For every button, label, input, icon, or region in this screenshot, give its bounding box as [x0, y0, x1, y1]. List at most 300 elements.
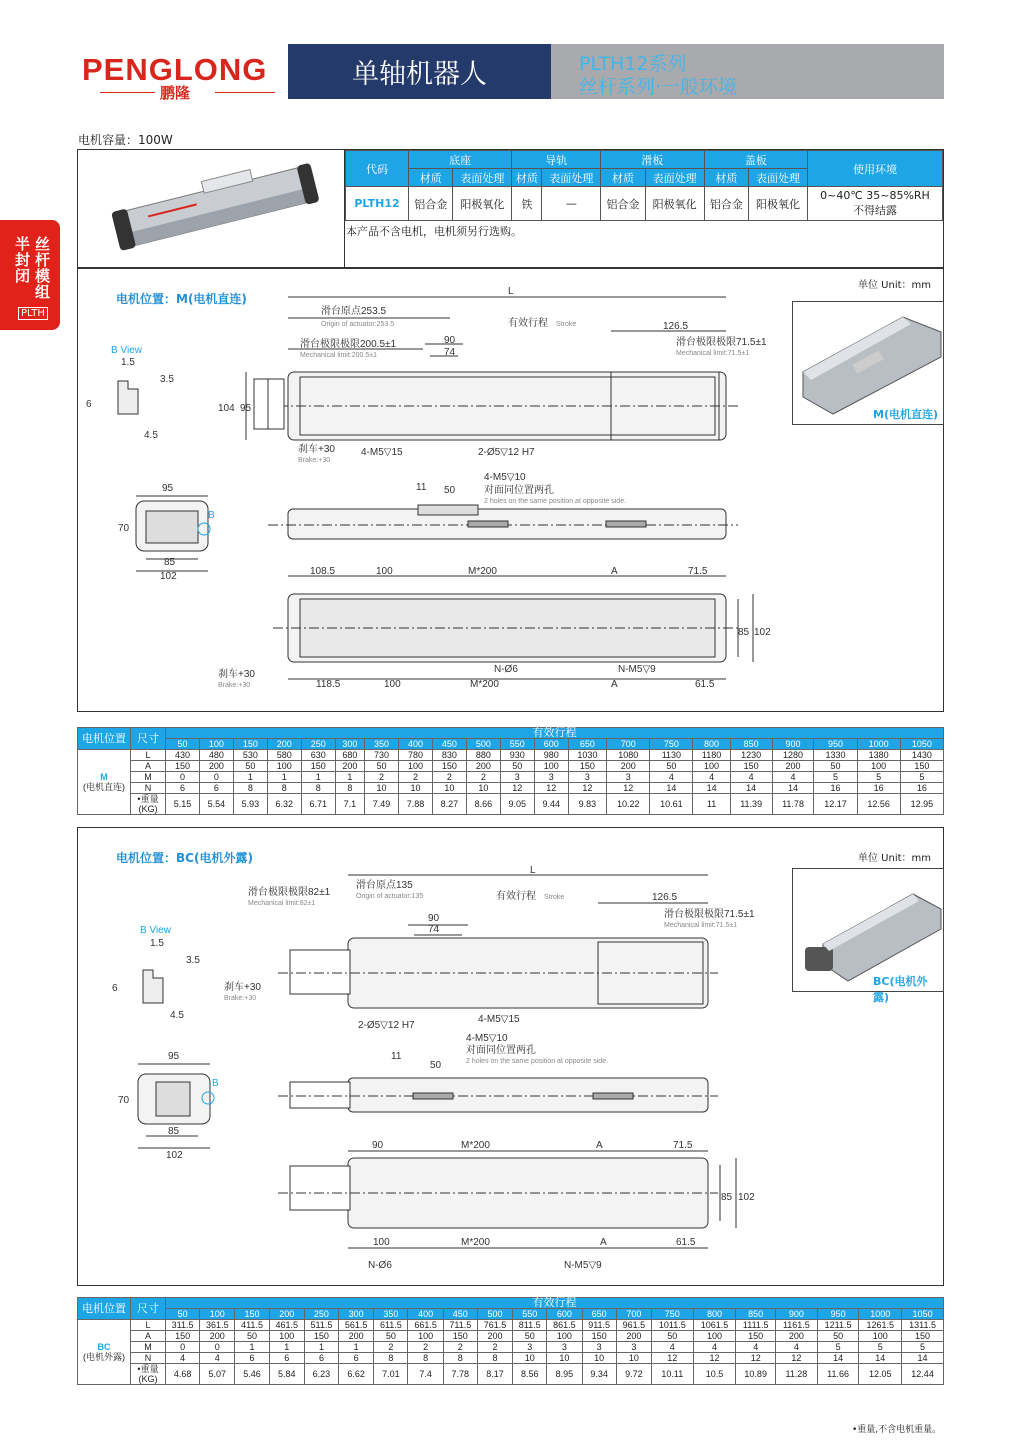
- table-bc-cell: 1: [235, 1342, 269, 1353]
- table-m-cell: 9.44: [534, 794, 568, 815]
- bc-dim-1-5: 1.5: [150, 938, 164, 949]
- table-m-stroke-col: 500: [466, 739, 500, 750]
- bc-opp: 对面同位置两孔: [466, 1045, 536, 1056]
- table-m-stroke-col: 550: [500, 739, 534, 750]
- table-bc-cell: 311.5: [166, 1320, 200, 1331]
- dim-126: 126.5: [663, 321, 689, 332]
- table-m-cell: 11.39: [730, 794, 772, 815]
- table-m-cell: 150: [568, 761, 607, 772]
- table-bc-cell: 11.28: [776, 1364, 818, 1385]
- bc-mech-r: 滑台极限极限71.5±1: [664, 909, 755, 920]
- dim-100-top: 100: [376, 566, 393, 577]
- pin-label: 2-Ø5▽12 H7: [478, 447, 535, 458]
- table-m-cell: 12.17: [814, 794, 857, 815]
- table-bc-cell: 511.5: [304, 1320, 338, 1331]
- table-m-cell: 100: [267, 761, 301, 772]
- table-bc-cell: 961.5: [616, 1320, 651, 1331]
- bc-dim-90-top: 90: [372, 1140, 384, 1151]
- section-bc-title: 电机位置：BC(电机外露): [116, 851, 253, 865]
- table-m-cell: 930: [500, 750, 534, 761]
- table-bc-cell: 6: [339, 1353, 374, 1364]
- table-bc-cell: 200: [776, 1331, 818, 1342]
- table-m-cell: 12: [568, 783, 607, 794]
- bc-dim-102-right: 102: [738, 1192, 755, 1203]
- table-bc-stroke-col: 50: [166, 1309, 200, 1320]
- table-m-stroke-col: 600: [534, 739, 568, 750]
- dim-102: 102: [160, 571, 177, 582]
- spec-h-code: 代码: [346, 151, 409, 187]
- table-row: [78, 783, 944, 794]
- bc-dim-L: L: [530, 865, 536, 876]
- dim-102-right: 102: [754, 627, 771, 638]
- bc-origin: 滑台原点135: [356, 880, 413, 891]
- table-m-cell: 6: [166, 783, 200, 794]
- n6-label: N-Ø6: [494, 664, 518, 675]
- opp-en: 2 holes on the same position at opposite side.: [484, 498, 627, 505]
- table-bc-cell: 4.68: [166, 1364, 200, 1385]
- table-bc-cell: 1: [339, 1342, 374, 1353]
- brake-label: 刹车+30: [298, 444, 335, 455]
- table-m-cell: 16: [814, 783, 857, 794]
- table-bc-cell: 12: [736, 1353, 776, 1364]
- table-m-cell: 8: [267, 783, 301, 794]
- table-bc-cell: 100: [693, 1331, 736, 1342]
- spec-env: [808, 187, 943, 221]
- table-m-stroke-col: 1050: [900, 739, 943, 750]
- table-row: [78, 1331, 944, 1342]
- bc-dim-74: 74: [428, 924, 440, 935]
- table-bc-stroke-col: 1000: [859, 1309, 902, 1320]
- bc-opp-en: 2 holes on the same position at opposite side.: [466, 1058, 609, 1065]
- dim-L: L: [508, 286, 514, 297]
- table-bc-pos-header: 电机位置: [78, 1298, 131, 1320]
- product-photo: [78, 150, 345, 267]
- table-row: [78, 1353, 944, 1364]
- table-m-cell: 14: [730, 783, 772, 794]
- bc-dim-70: 70: [118, 1095, 130, 1106]
- table-bc-cell: 2: [477, 1342, 512, 1353]
- dim-4-5: 4.5: [144, 430, 158, 441]
- table-m-cell: 10: [398, 783, 432, 794]
- bc-mech-r-en: Mechanical limit:71.5±1: [664, 922, 738, 929]
- unit-bc: 单位 Unit：mm: [858, 853, 932, 864]
- table-bc-cell: 861.5: [547, 1320, 582, 1331]
- table-m-pos-code: M: [100, 772, 108, 782]
- table-m-cell: 200: [199, 761, 233, 772]
- table-bc-cell: 1: [269, 1342, 304, 1353]
- table-bc-cell: 150: [304, 1331, 338, 1342]
- table-bc-cell: 1061.5: [693, 1320, 736, 1331]
- table-m-cell: 480: [199, 750, 233, 761]
- table-bc-row-name: M: [131, 1342, 166, 1353]
- table-m-cell: 1: [267, 772, 301, 783]
- table-m-cell: 1180: [693, 750, 730, 761]
- table-bc-cell: 200: [339, 1331, 374, 1342]
- dim-71-5: 71.5: [688, 566, 708, 577]
- table-m-cell: 6: [199, 783, 233, 794]
- table-bc-cell: 2: [408, 1342, 443, 1353]
- dim-85: 85: [164, 557, 176, 568]
- table-bc-cell: 6.23: [304, 1364, 338, 1385]
- page-title: 单轴机器人: [288, 44, 551, 99]
- table-bc-cell: 200: [616, 1331, 651, 1342]
- table-bc-cell: 150: [736, 1331, 776, 1342]
- table-bc-cell: 10.11: [651, 1364, 693, 1385]
- table-bc-stroke-col: 750: [651, 1309, 693, 1320]
- dim-108-5: 108.5: [310, 566, 336, 577]
- table-m-cell: 14: [772, 783, 814, 794]
- table-bc-stroke-col: 400: [408, 1309, 443, 1320]
- spec-panel: [77, 149, 944, 268]
- bc-dim-90: 90: [428, 913, 440, 924]
- table-m-cell: 10: [432, 783, 466, 794]
- spec-cell: 铁: [512, 187, 542, 221]
- bc-n6: N-Ø6: [368, 1260, 392, 1271]
- table-m-cell: 2: [398, 772, 432, 783]
- table-bc-pos-code: BC: [97, 1342, 111, 1352]
- table-m-cell: 980: [534, 750, 568, 761]
- table-bc-cell: 461.5: [269, 1320, 304, 1331]
- table-m-stroke-header: 有效行程: [166, 728, 944, 739]
- table-m-cell: 11: [693, 794, 730, 815]
- dim-1-5: 1.5: [121, 357, 135, 368]
- table-bc-stroke-col: 350: [374, 1309, 408, 1320]
- table-m-stroke-col: 400: [398, 739, 432, 750]
- table-m-cell: 10.22: [607, 794, 650, 815]
- bc-dim-71-5: 71.5: [673, 1140, 693, 1151]
- table-m-cell: 11.78: [772, 794, 814, 815]
- table-bc-cell: 4: [166, 1353, 200, 1364]
- table-m-cell: 50: [500, 761, 534, 772]
- table-bc-cell: 8: [408, 1353, 443, 1364]
- table-bc-cell: 711.5: [443, 1320, 477, 1331]
- table-m-cell: 830: [432, 750, 466, 761]
- dim-m200-bottom: M*200: [470, 679, 499, 690]
- table-m-cell: 1330: [814, 750, 857, 761]
- table-bc-cell: 5.46: [235, 1364, 269, 1385]
- table-m-cell: 200: [466, 761, 500, 772]
- table-m-cell: 4: [772, 772, 814, 783]
- table-bc-cell: 8.17: [477, 1364, 512, 1385]
- spec-code: PLTH12: [346, 187, 409, 221]
- m5-label: 4-M5▽15: [361, 447, 403, 458]
- table-bc-row-name: •重量(KG): [131, 1364, 166, 1385]
- table-m-cell: 150: [166, 761, 200, 772]
- bc-stroke-en: Stroke: [544, 894, 565, 901]
- unit-m: 单位 Unit：mm: [858, 280, 932, 291]
- table-m-cell: 1: [233, 772, 267, 783]
- bc-mech: 滑台极限极限82±1: [248, 887, 331, 898]
- table-bc-cell: 11.66: [817, 1364, 859, 1385]
- bc-dim-a-bottom: A: [600, 1237, 607, 1248]
- table-bc-cell: 10.89: [736, 1364, 776, 1385]
- table-m-cell: 10: [365, 783, 399, 794]
- footnote: •重量,不含电机重量。: [852, 1425, 942, 1435]
- table-bc-cell: 10: [513, 1353, 547, 1364]
- table-bc-cell: 14: [859, 1353, 902, 1364]
- table-m-stroke-col: 650: [568, 739, 607, 750]
- spec-h-base: 底座: [409, 151, 512, 169]
- table-m-cell: 8: [335, 783, 364, 794]
- table-m-cell: 1130: [650, 750, 693, 761]
- table-row: [78, 772, 944, 783]
- table-bc-row-name: A: [131, 1331, 166, 1342]
- dim-50: 50: [444, 485, 456, 496]
- table-m-cell: 880: [466, 750, 500, 761]
- table-m-cell: 200: [607, 761, 650, 772]
- dim-m200-top: M*200: [468, 566, 497, 577]
- bc-origin-en: Origin of actuator:135: [356, 893, 424, 900]
- table-m-stroke-col: 100: [199, 739, 233, 750]
- table-bc-cell: 1: [304, 1342, 338, 1353]
- dim-74: 74: [444, 347, 456, 358]
- table-bc-cell: 10: [616, 1353, 651, 1364]
- table-m-cell: 4: [650, 772, 693, 783]
- bc-dim-w95: 95: [168, 1051, 180, 1062]
- dim-61-5: 61.5: [695, 679, 715, 690]
- table-bc-cell: 2: [374, 1342, 408, 1353]
- table-bc-cell: 100: [408, 1331, 443, 1342]
- table-bc-cell: 200: [200, 1331, 235, 1342]
- table-m-cell: 5: [900, 772, 943, 783]
- table-bc-cell: 3: [513, 1342, 547, 1353]
- bc-dim-102: 102: [166, 1150, 183, 1161]
- table-m-stroke-col: 950: [814, 739, 857, 750]
- table-m-cell: 100: [857, 761, 900, 772]
- table-m-cell: 530: [233, 750, 267, 761]
- table-m-cell: 6.32: [267, 794, 301, 815]
- spec-sub: 表面处理: [453, 169, 512, 187]
- table-bc-stroke-col: 1050: [902, 1309, 944, 1320]
- dim-11: 11: [416, 482, 427, 493]
- logo: PENGLONG: [82, 52, 268, 87]
- bc-dim-85-right: 85: [721, 1192, 733, 1203]
- table-m-cell: 12: [607, 783, 650, 794]
- table-m-cell: 200: [772, 761, 814, 772]
- table-m-cell: 150: [730, 761, 772, 772]
- dim-95: 95: [240, 403, 252, 414]
- dim-3-5: 3.5: [160, 374, 174, 385]
- dim-a-bottom: A: [611, 679, 618, 690]
- table-m-cell: 5: [857, 772, 900, 783]
- spec-sub: 表面处理: [749, 169, 808, 187]
- table-m-cell: 580: [267, 750, 301, 761]
- spec-cell: 阳极氧化: [645, 187, 704, 221]
- table-m-cell: 5: [814, 772, 857, 783]
- dim-70: 70: [118, 523, 130, 534]
- table-m-stroke-col: 250: [301, 739, 335, 750]
- spec-h-env: 使用环境: [808, 151, 943, 187]
- table-m-cell: 16: [857, 783, 900, 794]
- table-bc-cell: 50: [374, 1331, 408, 1342]
- table-m-cell: 50: [814, 761, 857, 772]
- table-m-cell: 12: [534, 783, 568, 794]
- table-m-cell: 680: [335, 750, 364, 761]
- spec-cell: 阳极氧化: [453, 187, 512, 221]
- table-bc-cell: 6: [235, 1353, 269, 1364]
- table-m-cell: 150: [900, 761, 943, 772]
- table-m-cell: 630: [301, 750, 335, 761]
- table-bc-size-header: 尺寸: [131, 1298, 166, 1320]
- spec-sub: 材质: [409, 169, 453, 187]
- table-row: [78, 1320, 944, 1331]
- table-m-cell: 430: [166, 750, 200, 761]
- bc-dim-m200-bottom: M*200: [461, 1237, 490, 1248]
- table-m-cell: 50: [365, 761, 399, 772]
- panel-bc: [77, 827, 944, 1286]
- table-m-cell: 1030: [568, 750, 607, 761]
- table-m-cell: 1: [335, 772, 364, 783]
- drawing-bc: [78, 828, 945, 1287]
- table-m-cell: 1280: [772, 750, 814, 761]
- stroke-label: 有效行程: [508, 318, 548, 329]
- table-m-cell: 5.93: [233, 794, 267, 815]
- table-bc-cell: 1261.5: [859, 1320, 902, 1331]
- spec-sub: 材质: [512, 169, 542, 187]
- table-m-cell: 150: [301, 761, 335, 772]
- table-bc-pos-desc: (电机外露): [83, 1352, 125, 1362]
- origin-label: 滑台原点253.5: [321, 306, 387, 317]
- table-m-cell: 150: [432, 761, 466, 772]
- table-bc-stroke-col: 150: [235, 1309, 269, 1320]
- side-tab-line1: 半封闭: [13, 236, 31, 284]
- table-m-cell: 730: [365, 750, 399, 761]
- table-m-stroke-col: 850: [730, 739, 772, 750]
- table-bc-cell: 200: [477, 1331, 512, 1342]
- dim-a-top: A: [611, 566, 618, 577]
- table-bc-cell: 8: [477, 1353, 512, 1364]
- table-m-stroke-col: 700: [607, 739, 650, 750]
- table-m-cell: 2: [365, 772, 399, 783]
- bc-dim-100-bottom: 100: [373, 1237, 390, 1248]
- table-m-cell: 2: [432, 772, 466, 783]
- table-bc-cell: 50: [235, 1331, 269, 1342]
- table-m-cell: 1080: [607, 750, 650, 761]
- table-bc-cell: 100: [547, 1331, 582, 1342]
- table-bc-cell: 6: [304, 1353, 338, 1364]
- table-bc-stroke-col: 650: [582, 1309, 616, 1320]
- spec-h-slider: 滑板: [601, 151, 704, 169]
- side-tab: [0, 220, 60, 330]
- spec-table: [345, 150, 943, 221]
- bc-m5: 4-M5▽15: [478, 1014, 520, 1025]
- table-bc-stroke-col: 450: [443, 1309, 477, 1320]
- table-m-pos-label: [78, 750, 131, 815]
- table-bc-cell: 5.07: [200, 1364, 235, 1385]
- b-marker: B: [208, 510, 215, 521]
- table-bc-cell: 2: [443, 1342, 477, 1353]
- table-bc-cell: 611.5: [374, 1320, 408, 1331]
- logo-cn: 鹏隆: [160, 84, 191, 102]
- table-bc-cell: 14: [902, 1353, 944, 1364]
- mech-label: 滑台极限极限200.5±1: [300, 339, 397, 350]
- table-m-row-name: •重量(KG): [131, 794, 166, 815]
- table-bc-cell: 8.56: [513, 1364, 547, 1385]
- table-bc-stroke-col: 800: [693, 1309, 736, 1320]
- dim-6: 6: [86, 399, 92, 410]
- bc-dim-a-top: A: [596, 1140, 603, 1151]
- spec-sub: 材质: [704, 169, 748, 187]
- env-note: 不得结露: [853, 204, 897, 217]
- table-bc-cell: 7.01: [374, 1364, 408, 1385]
- table-m-cell: 7.88: [398, 794, 432, 815]
- table-m-cell: 16: [900, 783, 943, 794]
- nm5-label: N-M5▽9: [618, 664, 656, 675]
- table-m-stroke-col: 150: [233, 739, 267, 750]
- table-m-cell: 1230: [730, 750, 772, 761]
- table-m-cell: 100: [534, 761, 568, 772]
- dim-w95: 95: [162, 483, 174, 494]
- table-m-row-name: A: [131, 761, 166, 772]
- spec-cell: 铝合金: [704, 187, 748, 221]
- table-m-cell: 3: [607, 772, 650, 783]
- m5b-label: 4-M5▽10: [484, 472, 526, 483]
- table-row: [78, 1342, 944, 1353]
- table-m-pos-header: 电机位置: [78, 728, 131, 750]
- table-bc-stroke-col: 200: [269, 1309, 304, 1320]
- table-m-cell: 0: [199, 772, 233, 783]
- table-bc-cell: 12.05: [859, 1364, 902, 1385]
- table-bc-cell: 1011.5: [651, 1320, 693, 1331]
- table-bc-cell: 7.78: [443, 1364, 477, 1385]
- dim-90: 90: [444, 335, 456, 346]
- table-bc-stroke-col: 250: [304, 1309, 338, 1320]
- table-bc-stroke-col: 850: [736, 1309, 776, 1320]
- table-m-cell: 10: [466, 783, 500, 794]
- bc-dim-3-5: 3.5: [186, 955, 200, 966]
- table-bc-cell: 3: [582, 1342, 616, 1353]
- table-bc-cell: 1311.5: [902, 1320, 944, 1331]
- bview-label: B View: [111, 345, 142, 356]
- table-bc-cell: 4: [736, 1342, 776, 1353]
- table-m-stroke-col: 350: [365, 739, 399, 750]
- iso-label-bc: BC(电机外露): [873, 975, 928, 1004]
- table-m-cell: 12: [500, 783, 534, 794]
- spec-sub: 表面处理: [542, 169, 601, 187]
- table-m-cell: 4: [730, 772, 772, 783]
- mech-en: Mechanical limit:200.5±1: [300, 352, 377, 359]
- table-m-pos-desc: (电机直连): [83, 782, 125, 792]
- table-m-stroke-col: 450: [432, 739, 466, 750]
- table-m-cell: 5.54: [199, 794, 233, 815]
- table-bc-pos-label: [78, 1320, 131, 1385]
- table-m-row-name: M: [131, 772, 166, 783]
- table-bc-stroke-col: 950: [817, 1309, 859, 1320]
- table-bc-stroke-col: 700: [616, 1309, 651, 1320]
- table-bc-cell: 0: [166, 1342, 200, 1353]
- bc-stroke: 有效行程: [496, 891, 536, 902]
- dim-100-bottom: 100: [384, 679, 401, 690]
- table-bc: [77, 1297, 944, 1385]
- table-m-cell: 1430: [900, 750, 943, 761]
- table-m-cell: 9.05: [500, 794, 534, 815]
- bc-dim-61-5: 61.5: [676, 1237, 696, 1248]
- bc-b-marker: B: [212, 1078, 219, 1089]
- table-bc-cell: 811.5: [513, 1320, 547, 1331]
- mech-r-label: 滑台极限极限71.5±1: [676, 337, 767, 348]
- bc-pin: 2-Ø5▽12 H7: [358, 1020, 415, 1031]
- table-bc-cell: 10: [582, 1353, 616, 1364]
- table-m-stroke-col: 800: [693, 739, 730, 750]
- bc-dim-126: 126.5: [652, 892, 678, 903]
- table-bc-cell: 100: [269, 1331, 304, 1342]
- side-tab-code: PLTH: [18, 307, 48, 320]
- drawing-m: [78, 269, 945, 713]
- table-bc-cell: 5: [859, 1342, 902, 1353]
- table-bc-cell: 12.44: [902, 1364, 944, 1385]
- table-bc-stroke-col: 500: [477, 1309, 512, 1320]
- table-m: [77, 727, 944, 815]
